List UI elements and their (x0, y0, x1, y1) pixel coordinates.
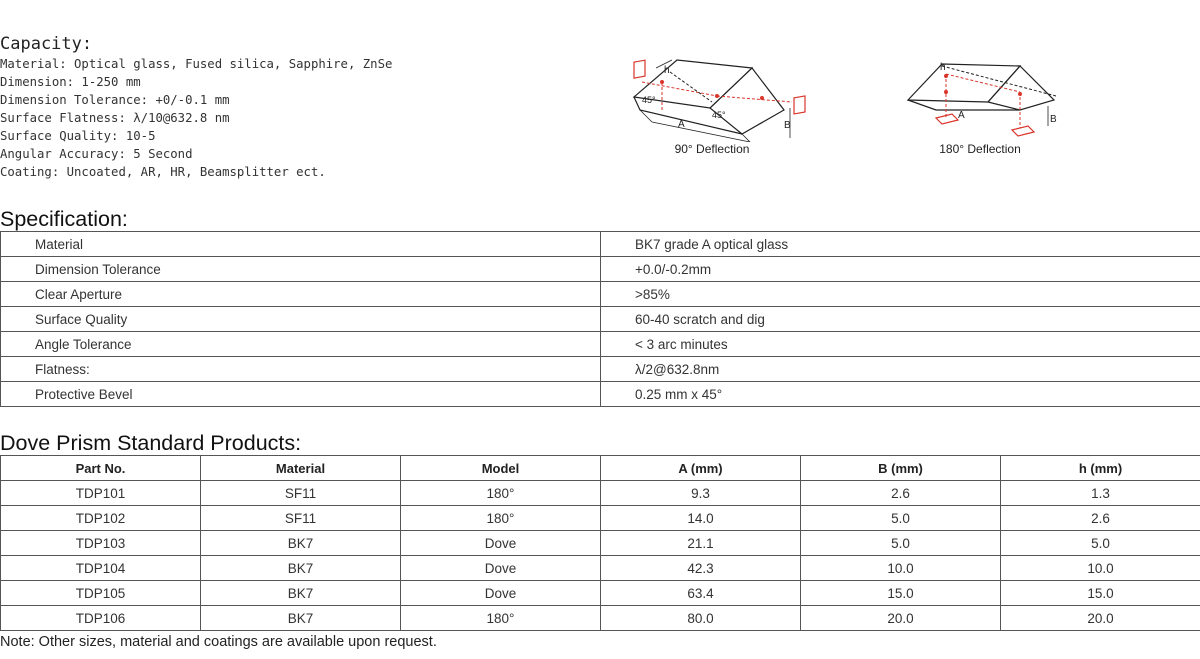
cell-material: BK7 (201, 606, 401, 631)
figure-caption: 90° Deflection (674, 142, 750, 156)
capacity-line: Surface Quality: 10-5 (0, 129, 156, 143)
label-h: h (940, 62, 946, 73)
products-title: Dove Prism Standard Products: (0, 431, 302, 455)
capacity-section (0, 34, 560, 181)
cell-part-no: TDP106 (1, 606, 201, 631)
column-header: B (mm) (801, 456, 1001, 481)
figure-180-deflection (880, 52, 1080, 156)
capacity-title: Capacity: (0, 34, 93, 54)
table-row (1, 332, 1200, 357)
figure-90-deflection (612, 52, 812, 156)
table-header-row (1, 456, 1200, 481)
cell-part-no: TDP103 (1, 531, 201, 556)
table-row (1, 506, 1200, 531)
label-angle-45: 45° (712, 110, 726, 120)
cell-a: 9.3 (601, 481, 801, 506)
label-a: A (958, 110, 965, 121)
spec-label: Surface Quality (1, 307, 601, 332)
cell-b: 2.6 (801, 481, 1001, 506)
cell-h: 5.0 (1001, 531, 1200, 556)
figure-caption: 180° Deflection (939, 142, 1021, 156)
spec-label: Protective Bevel (1, 382, 601, 407)
cell-model: Dove (401, 581, 601, 606)
cell-part-no: TDP101 (1, 481, 201, 506)
cell-a: 63.4 (601, 581, 801, 606)
prism-180-diagram (880, 52, 1080, 142)
cell-part-no: TDP104 (1, 556, 201, 581)
table-row (1, 531, 1200, 556)
cell-a: 80.0 (601, 606, 801, 631)
table-row (1, 257, 1200, 282)
table-row (1, 282, 1200, 307)
spec-value: 60-40 scratch and dig (601, 307, 1200, 332)
column-header: Part No. (1, 456, 201, 481)
spec-label: Angle Tolerance (1, 332, 601, 357)
cell-model: 180° (401, 506, 601, 531)
prism-slant-face (710, 68, 784, 134)
table-row (1, 556, 1200, 581)
specification-title: Specification: (0, 207, 128, 231)
cell-a: 21.1 (601, 531, 801, 556)
spec-label: Dimension Tolerance (1, 257, 601, 282)
cell-a: 14.0 (601, 506, 801, 531)
capacity-line: Material: Optical glass, Fused silica, Sapphire, ZnSe (0, 57, 393, 71)
capacity-line: Dimension Tolerance: +0/-0.1 mm (0, 93, 230, 107)
table-row (1, 307, 1200, 332)
label-a: A (678, 119, 685, 130)
cell-h: 2.6 (1001, 506, 1200, 531)
spec-label: Material (1, 232, 601, 257)
prism-slant-face (988, 66, 1054, 110)
cell-h: 1.3 (1001, 481, 1200, 506)
products-table (0, 455, 1200, 631)
cell-part-no: TDP102 (1, 506, 201, 531)
table-row (1, 606, 1200, 631)
cell-model: 180° (401, 606, 601, 631)
cell-material: SF11 (201, 481, 401, 506)
spec-value: >85% (601, 282, 1200, 307)
cell-model: 180° (401, 481, 601, 506)
cell-b: 10.0 (801, 556, 1001, 581)
cell-material: SF11 (201, 506, 401, 531)
prism-90-diagram (612, 52, 812, 142)
capacity-line: Dimension: 1-250 mm (0, 75, 141, 89)
label-angle-45: 45° (642, 95, 656, 105)
cell-b: 15.0 (801, 581, 1001, 606)
spec-label: Clear Aperture (1, 282, 601, 307)
spec-value: λ/2@632.8nm (601, 357, 1200, 382)
cell-part-no: TDP105 (1, 581, 201, 606)
spec-value: 0.25 mm x 45° (601, 382, 1200, 407)
cell-model: Dove (401, 556, 601, 581)
label-b: B (1050, 114, 1057, 125)
column-header: A (mm) (601, 456, 801, 481)
capacity-line: Surface Flatness: λ/10@632.8 nm (0, 111, 230, 125)
table-row (1, 481, 1200, 506)
spec-label: Flatness: (1, 357, 601, 382)
spec-value: BK7 grade A optical glass (601, 232, 1200, 257)
column-header: Model (401, 456, 601, 481)
cell-h: 20.0 (1001, 606, 1200, 631)
column-header: Material (201, 456, 401, 481)
cell-b: 5.0 (801, 506, 1001, 531)
availability-note: Note: Other sizes, material and coatings are available upon request. (0, 634, 437, 650)
label-h: h (664, 65, 670, 76)
cell-material: BK7 (201, 581, 401, 606)
cell-model: Dove (401, 531, 601, 556)
cell-b: 20.0 (801, 606, 1001, 631)
table-row (1, 232, 1200, 257)
cell-b: 5.0 (801, 531, 1001, 556)
table-row (1, 581, 1200, 606)
column-header: h (mm) (1001, 456, 1200, 481)
spec-value: +0.0/-0.2mm (601, 257, 1200, 282)
cell-h: 15.0 (1001, 581, 1200, 606)
cell-a: 42.3 (601, 556, 801, 581)
prism-top-face (908, 64, 1020, 102)
capacity-line: Angular Accuracy: 5 Second (0, 147, 193, 161)
spec-value: < 3 arc minutes (601, 332, 1200, 357)
specification-table (0, 231, 1200, 407)
cell-material: BK7 (201, 556, 401, 581)
table-row (1, 382, 1200, 407)
table-row (1, 357, 1200, 382)
cell-material: BK7 (201, 531, 401, 556)
capacity-line: Coating: Uncoated, AR, HR, Beamsplitter ect. (0, 165, 326, 179)
label-b: B (784, 120, 791, 131)
cell-h: 10.0 (1001, 556, 1200, 581)
